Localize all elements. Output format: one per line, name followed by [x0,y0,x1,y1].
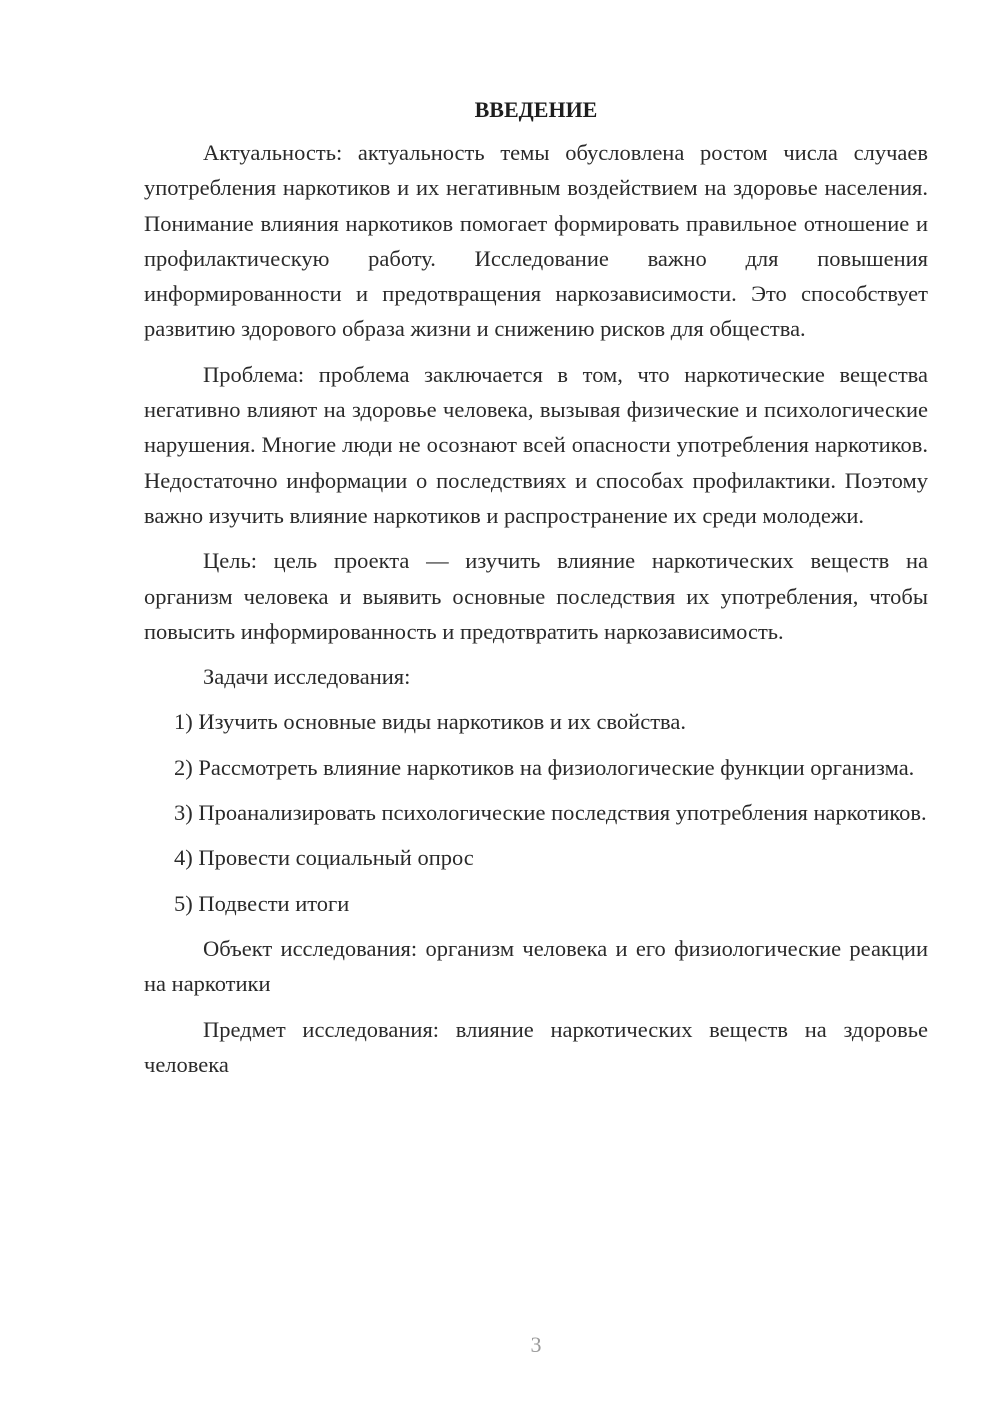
section-title: ВВЕДЕНИЕ [474,97,598,122]
relevance-paragraph: Актуальность: актуальность темы обусловлена ростом числа случаев употребления наркотиков и их негативным воздействием на здоровье населения. Понимание влияния наркотиков помогает формировать правильное отношение и профилактическую работу. Исследование важно для повышения информированности и предотвращения наркозависимости. Это способствует развитию здорового образа жизни и снижению рисков для общества. [144,140,928,342]
problem-paragraph: Проблема: проблема заключается в том, что наркотические вещества негативно влияют на здоровье человека, вызывая физические и психологические нарушения. Многие люди не осознают всей опасности употребления наркотиков. Недостаточно информации о последствиях и способах профилактики. Поэтому важно изучить влияние наркотиков и распространение их среди молодежи. [144,361,928,528]
subject-paragraph: Предмет исследования: влияние наркотических веществ на здоровье человека [144,1016,928,1077]
object-paragraph: Объект исследования: организм человека и его физиологические реакции на наркотики [144,935,928,997]
task-item-2: 2) Рассмотреть влияние наркотиков на физиологические функции организма. [174,754,915,780]
document-page [144,92,928,1082]
page-number: 3 [530,1332,542,1357]
task-item-1: 1) Изучить основные виды наркотиков и их свойства. [174,709,686,735]
tasks-heading: Задачи исследования: [203,664,411,690]
task-item-3: 3) Проанализировать психологические последствия употребления наркотиков. [174,800,927,826]
task-item-4: 4) Провести социальный опрос [174,845,474,871]
goal-paragraph: Цель: цель проекта — изучить влияние наркотических веществ на организм человека и выявить основные последствия их употребления, чтобы повысить информированность и предотвратить наркозависимость. [144,548,928,644]
task-item-5: 5) Подвести итоги [174,890,350,916]
